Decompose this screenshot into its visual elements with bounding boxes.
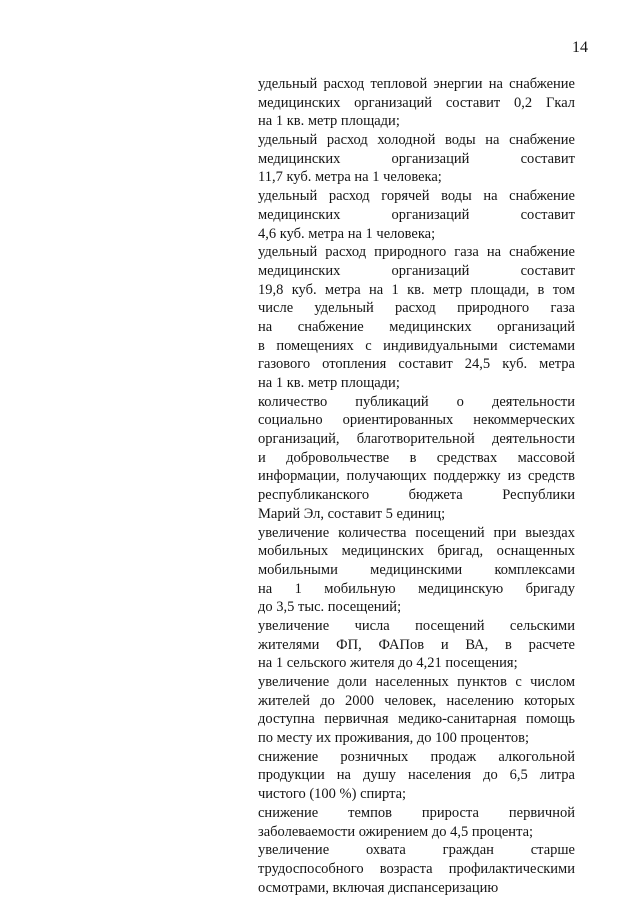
- document-body: [258, 75, 575, 897]
- text-line: в помещениях с индивидуальными системами: [258, 337, 575, 354]
- text-line: увеличение охвата граждан старше: [258, 842, 575, 859]
- paragraph: [258, 243, 575, 393]
- text-line: медицинских организаций составит 0,2 Гкал: [258, 94, 575, 111]
- text-line: увеличение доли населенных пунктов с числом: [258, 674, 575, 690]
- text-line: мобильными медицинскими комплексами: [258, 561, 575, 578]
- paragraph: [258, 75, 575, 131]
- text-line: жителей до 2000 человек, населению которых: [258, 692, 575, 709]
- text-line: доступна первичная медико-санитарная помощь: [258, 711, 575, 728]
- text-line: информации, получающих поддержку из средств: [258, 468, 575, 485]
- text-line: чистого (100 %) спирта;: [258, 786, 407, 803]
- text-line: жителями ФП, ФАПов и ВА, в расчете: [258, 636, 575, 653]
- text-line: на 1 мобильную медицинскую бригаду: [258, 580, 575, 597]
- text-line: 4,6 куб. метра на 1 человека;: [258, 225, 436, 242]
- text-line: заболеваемости ожирением до 4,5 процента;: [258, 823, 534, 840]
- text-line: Марий Эл, составит 5 единиц;: [258, 505, 446, 522]
- paragraph: [258, 841, 575, 897]
- text-line: на 1 кв. метр площади;: [258, 113, 400, 130]
- text-line: социально ориентированных некоммерческих: [258, 412, 575, 429]
- text-line: и добровольчестве в средствах массовой: [258, 449, 575, 466]
- text-line: 19,8 куб. метра на 1 кв. метр площади, в том: [258, 281, 575, 298]
- page-number: 14: [572, 39, 588, 56]
- text-line: на 1 кв. метр площади;: [258, 375, 400, 391]
- text-line: снижение розничных продаж алкогольной: [258, 748, 575, 765]
- text-line: продукции на душу населения до 6,5 литра: [258, 767, 575, 784]
- text-line: республиканского бюджета Республики: [258, 487, 575, 504]
- text-line: снижение темпов прироста первичной: [258, 804, 575, 821]
- text-line: организаций, благотворительной деятельности: [258, 431, 575, 448]
- text-line: медицинских организаций составит: [258, 262, 575, 279]
- paragraph: [258, 187, 575, 243]
- paragraph: [258, 804, 575, 841]
- text-line: трудоспособного возраста профилактическими: [258, 860, 575, 877]
- text-line: количество публикаций о деятельности: [258, 393, 575, 410]
- text-line: мобильных медицинских бригад, оснащенных: [258, 543, 575, 560]
- text-line: увеличение количества посещений при выездах: [258, 524, 575, 541]
- text-line: увеличение числа посещений сельскими: [258, 617, 575, 634]
- text-line: медицинских организаций составит: [258, 150, 575, 167]
- text-line: на 1 сельского жителя до 4,21 посещения;: [258, 655, 518, 672]
- paragraph: [258, 131, 575, 187]
- text-line: медицинских организаций составит: [258, 206, 575, 223]
- text-line: осмотрами, включая диспансеризацию: [258, 879, 499, 896]
- text-line: по месту их проживания, до 100 процентов;: [258, 730, 530, 747]
- text-line: на снабжение медицинских организаций: [258, 318, 575, 335]
- paragraph: [258, 673, 575, 748]
- text-line: удельный расход горячей воды на снабжение: [258, 188, 575, 205]
- text-line: удельный расход природного газа на снабжение: [258, 244, 575, 261]
- text-line: числе удельный расход природного газа: [258, 300, 575, 317]
- text-line: удельный расход тепловой энергии на снабжение: [258, 76, 575, 92]
- text-line: до 3,5 тыс. посещений;: [258, 599, 402, 616]
- paragraph: [258, 524, 575, 617]
- text-line: газового отопления составит 24,5 куб. метра: [258, 356, 575, 373]
- text-line: удельный расход холодной воды на снабжение: [258, 132, 575, 149]
- paragraph: [258, 617, 575, 673]
- text-line: 11,7 куб. метра на 1 человека;: [258, 169, 442, 186]
- paragraph: [258, 748, 575, 804]
- paragraph: [258, 393, 575, 524]
